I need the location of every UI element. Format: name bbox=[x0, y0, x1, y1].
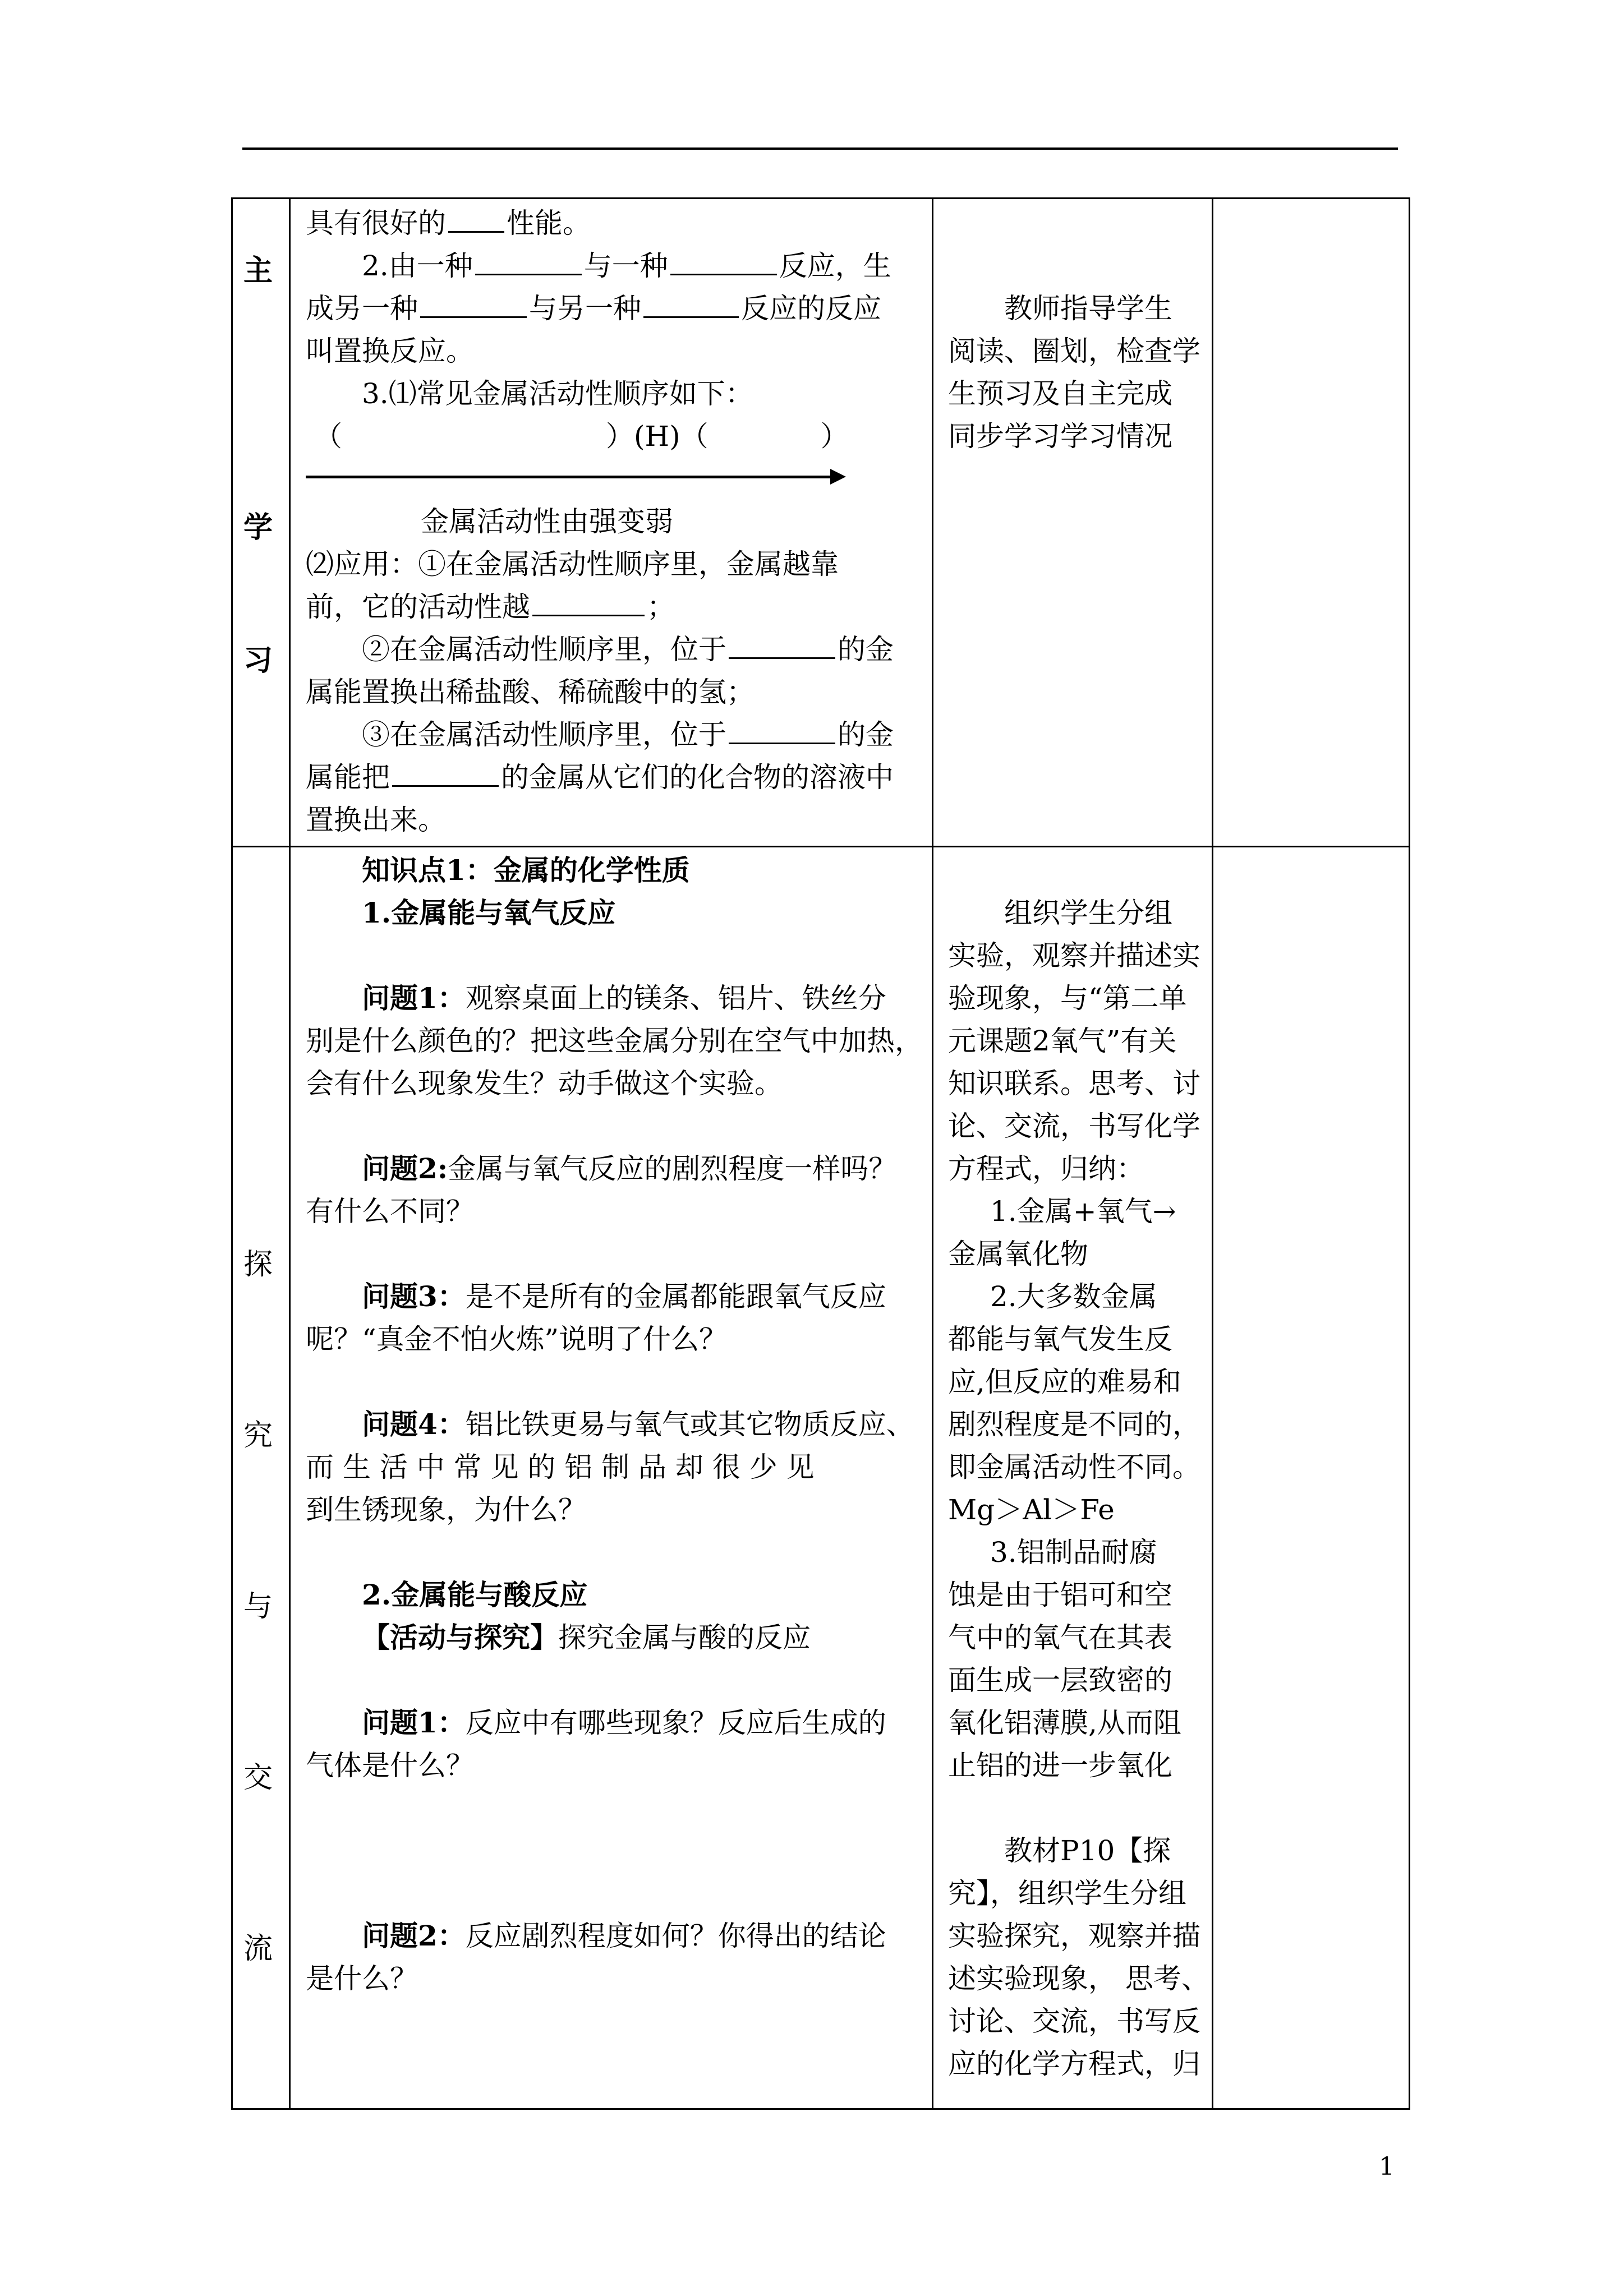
col-divider-2 bbox=[932, 197, 933, 2110]
self-study-teacher-note: 教师指导学生 阅读、圈划，检查学 生预习及自主完成 同步学习学习情况 bbox=[948, 292, 1200, 453]
col-divider-3 bbox=[1212, 197, 1213, 2110]
header-rule bbox=[242, 147, 1398, 150]
page-number: 1 bbox=[1379, 2152, 1395, 2181]
activity-arrow-line bbox=[306, 476, 833, 478]
activity-arrow-head bbox=[830, 469, 846, 485]
explore-teacher-note: 组织学生分组 实验，观察并描述实 验现象，与“第二单 元课题2氧气”有关 知识联系。思考、讨 论、交流，书写化学 方程式，归纳： 1.金属+氧气→ 金属氧化物 2.大多数金属 都能与氧气发生反 应,但反应的难易和 剧烈程度是不同的， 即金属活动性不同。 Mg＞Al＞Fe 3.铝制品耐腐 蚀是由于铝可和空 气中的氧气在其表 面生成一层致密的 氧化铝薄膜,从而阻 止铝的进一步氧化 教材P10【探 究】，组织学生分组 实验探究，观察并描 述实验现象， 思考、 讨论、交流，书写反 应的化学方程式，归 bbox=[948, 897, 1209, 2080]
col-divider-1 bbox=[289, 197, 291, 2110]
self-study-content: 具有很好的 性能。 2.由一种 与一种 反应，生 成另一种 与另一种 反应的反应 叫置换反应。 3.⑴常见金属活动性顺序如下： （ ）(H)（ ） 金属活动性由强变弱 ⑵应用：①在金属活动性顺序里，金属越靠 前，它的活动性越 ； ②在金属活动性顺序里，位于 的金 属能置换出稀盐酸、稀硫酸中的氢； ③在金属活动性顺序里，位于 的金 属能把 的金属从它们的化合物的溶液中 置换出来。 bbox=[306, 202, 923, 841]
explore-content: 知识点1：金属的化学性质 1.金属能与氧气反应 问题1：观察桌面上的镁条、铝片、铁丝分 别是什么颜色的？把这些金属分别在空气中加热， 会有什么现象发生？动手做这个实验。 问题2:金属与氧气反应的剧烈程度一样吗？ 有什么不同？ 问题3：是不是所有的金属都能跟氧气反应 呢？“真金不怕火炼”说明了什么？ 问题4：铝比铁更易与氧气或其它物质反应、 而 生 活 中 常 见 的 铝 制 品 却 很 少 见 到生锈现象，为什么？ 2.金属能与酸反应 【活动与探究】探究金属与酸的反应 问题1：反应中有哪些现象？反应后生成的 气体是什么？ 问题2：反应剧烈程度如何？你得出的结论 是什么？ bbox=[306, 854, 923, 1995]
row-divider bbox=[231, 846, 1410, 847]
